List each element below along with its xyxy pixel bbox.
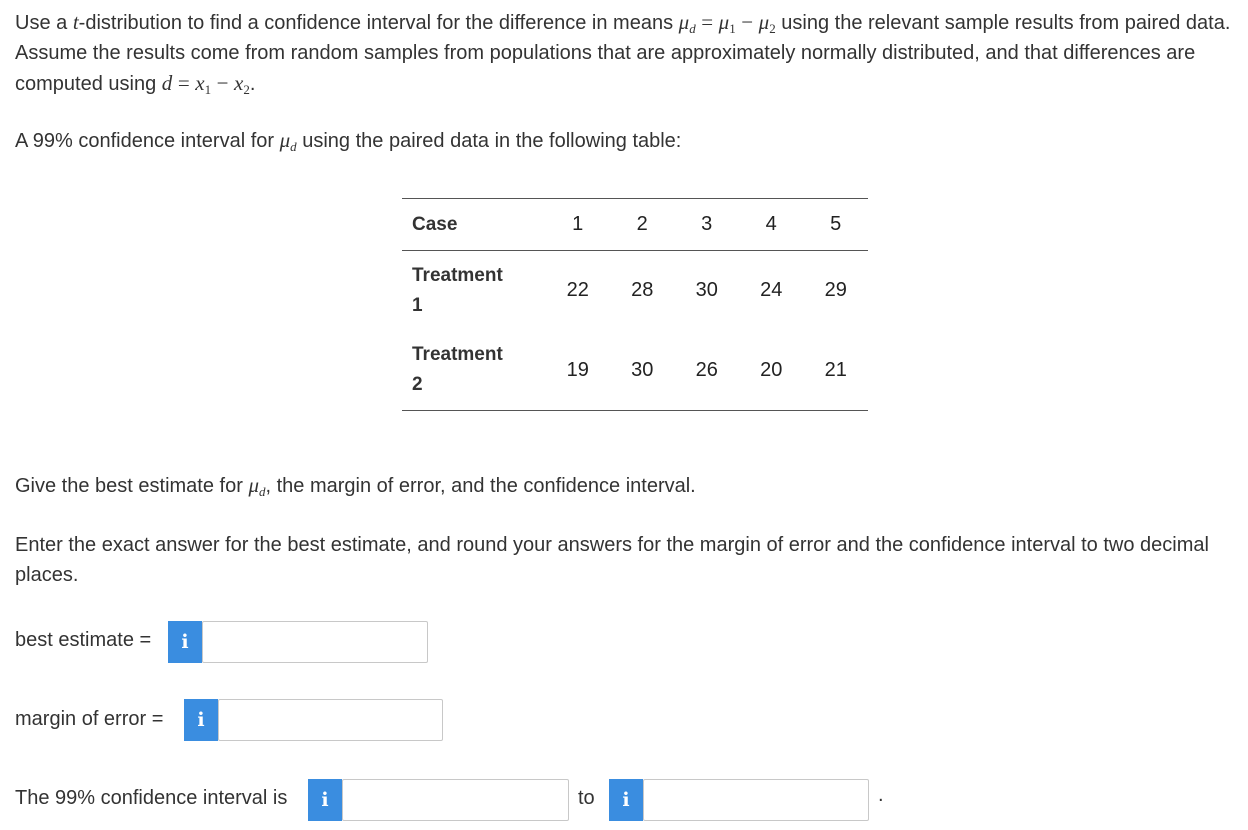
mu-d-symbol: $\mu_d$ [279,128,297,154]
best-estimate-label: best estimate = [15,629,152,651]
treatment-2-label: Treatment 2 [412,344,503,396]
t-symbol: t [72,10,79,34]
table-cell: 29 [824,279,847,302]
table-row [402,251,868,331]
intro-text: using the relevant sample results from paired data. Assume the results come from random samples from populations that are approximately normally distributed, and that differences are computed using [15,12,1231,95]
table-header-row [402,199,868,251]
x1-variable: $x_1$ [195,71,212,97]
table-cell: 22 [566,279,589,302]
paired-data-table [402,198,868,411]
treatment-1-label: Treatment 1 [412,264,503,316]
info-icon[interactable]: i [609,779,643,821]
margin-of-error-label: margin of error = [15,708,164,730]
info-icon[interactable]: i [308,779,342,821]
minus-sign: − [216,71,229,95]
mu-1-symbol: $\mu_1$ [718,10,736,36]
case-number: 1 [572,213,584,235]
margin-of-error-input[interactable] [218,699,443,741]
table-cell: 28 [631,279,654,302]
table-cell: 24 [760,279,783,302]
problem-statement: Use a t-distribution to find a confidence interval for the difference in means $\mu_d = \mu_1 - \mu_2$ using the relevant sample results from paired data. Assume the results come from random samples from populations that are approximately normally distributed, and that differences are computed using $d = x_1 - x_2$. [15,10,1231,97]
mu-2-symbol: $\mu_2$ [758,10,776,36]
d-variable: d [161,71,173,95]
ci-upper-bound-input[interactable] [643,779,869,821]
best-estimate-input[interactable] [202,621,428,663]
equals-sign: = [701,10,714,34]
ci-lower-bound-input[interactable] [342,779,569,821]
case-header: Case [412,213,458,235]
table-cell: 30 [695,279,718,302]
to-label: to [578,787,595,809]
rounding-instructions: Enter the exact answer for the best estimate, and round your answers for the margin of error and the confidence interval to two decimal places. [15,534,1209,586]
lead-text: A 99% confidence interval for $\mu_d$ using the paired data in the following table: [15,128,682,154]
mu-d-symbol: $\mu_d$ [678,10,696,36]
intro-text: -distribution to find a confidence interval for the difference in means [78,12,679,34]
table-cell: 21 [824,358,847,381]
minus-sign: − [741,10,754,34]
case-number: 4 [765,213,777,235]
x2-variable: $x_2$ [234,71,250,97]
info-icon[interactable]: i [184,699,218,741]
case-number: 2 [636,213,648,235]
case-number: 5 [830,213,842,235]
case-number: 3 [701,213,713,235]
trailing-period: . [878,784,884,806]
table-cell: 20 [760,358,783,381]
table-cell: 19 [566,358,589,381]
mu-d-symbol: $\mu_d$ [248,473,266,499]
table-cell: 26 [695,358,718,381]
confidence-interval-label: The 99% confidence interval is [15,787,288,809]
table-row [402,331,868,411]
equals-sign: = [177,71,190,95]
intro-text: Use a [15,12,73,34]
question-prompt: Give the best estimate for $\mu_d$, the margin of error, and the confidence interval. [15,473,696,499]
table-cell: 30 [631,358,654,381]
info-icon[interactable]: i [168,621,202,663]
